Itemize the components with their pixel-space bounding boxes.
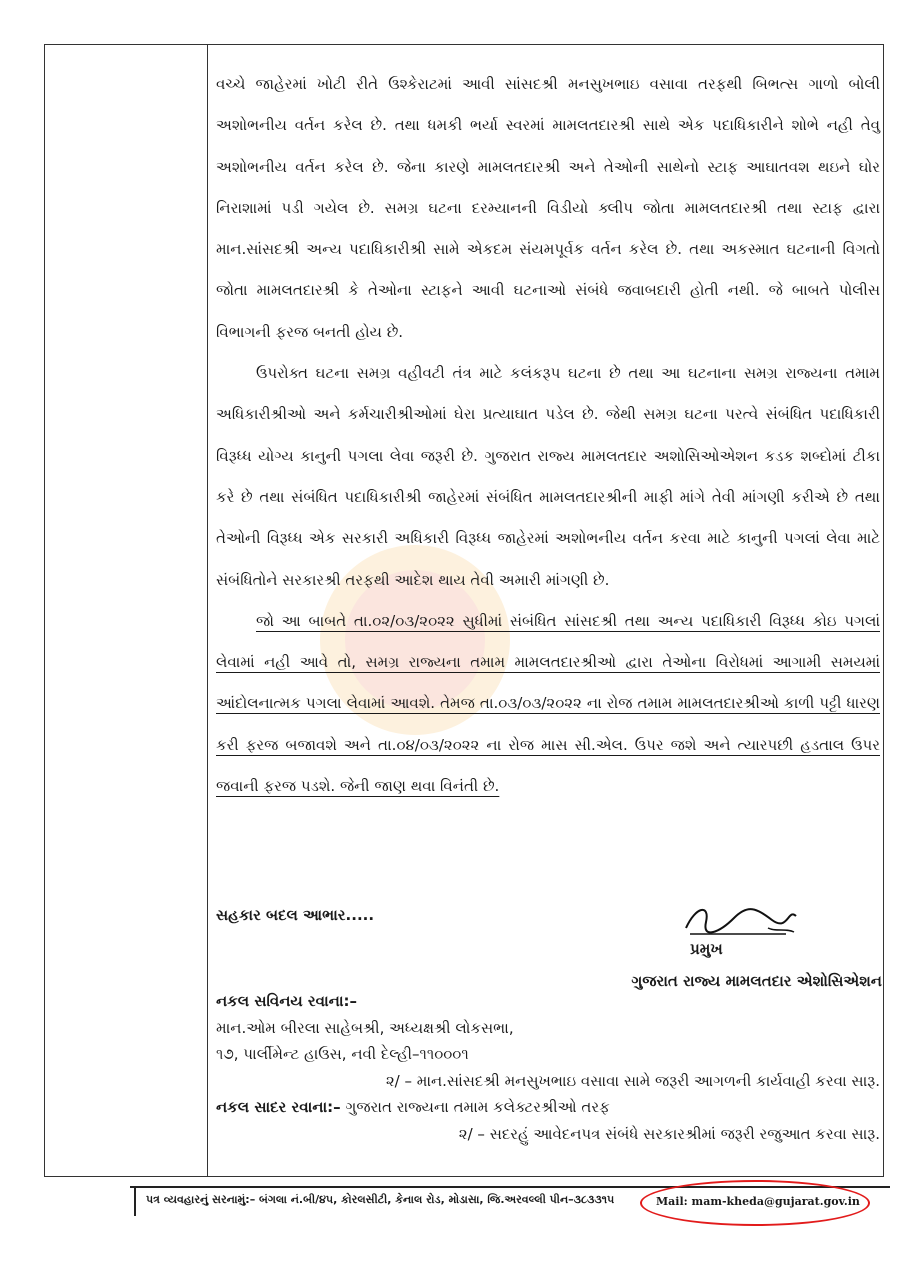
paragraph-3: જો આ બાબતે તા.૦૨/૦૩/૨૦૨૨ સુધીમાં સંબંધિત સાંસદશ્રી તથા અન્ય પદાધિકારી વિરૂધ્ધ કોઇ પગલાં લેવામાં નહી આવે તો, સમગ્ર રાજ્યના તમામ મામલતદારશ્રીઓ દ્વારા તેઓના વિરોધમાં આગામી સમયમાં આંદોલનાત્મક પગલા લેવામાં આવશે. તેમજ તા.૦૩/૦૩/૨૦૨૨ ના રોજ તમામ મામલતદારશ્રીઓ કાળી પટ્ટી ધારણ કરી ફરજ બજાવશે અને તા.૦૪/૦૩/૨૦૨૨ ના રોજ માસ સી.એલ. ઉપર જશે અને ત્યારપછી હડતાલ ઉપર જવાની ફરજ પડશે. જેની જાણ થવા વિનંતી છે. — [216, 611, 880, 796]
copy-address-line-1: માન.ઓમ બીરલા સાહેબશ્રી, અધ્યક્ષશ્રી લોકસભા, — [216, 1018, 514, 1037]
copies-section — [216, 988, 884, 1147]
copy-sent-label: નકલ સાદર રવાના:– — [216, 1098, 341, 1116]
copy-recipients: ગુજરાત રાજ્યના તમામ કલેક્ટરશ્રીઓ તરફ — [340, 1098, 610, 1116]
signature-icon — [676, 898, 806, 940]
margin-column-rule — [207, 44, 208, 1177]
signature-organization: ગુજરાત રાજ્ય મામલતદાર એશોસિએશન — [631, 972, 882, 990]
footer-address: પત્ર વ્યવહારનું સરનામું:– બંગલા નં.બી/૪૫, કોરલસીટી, કેનાલ રોડ, મોડાસા, જિ.અરવલ્લી પીન–૩૮૩૩૧૫ — [146, 1193, 615, 1206]
copy-to-label: નકલ સવિનય રવાના:– — [216, 992, 358, 1010]
footer-mail: Mail: mam-kheda@gujarat.gov.in — [656, 1195, 860, 1208]
paragraph-2: ઉપરોક્ત ઘટના સમગ્ર વહીવટી તંત્ર માટે કલંકરૂપ ઘટના છે તથા આ ઘટનાના સમગ્ર રાજ્યના તમામ અધિકારીશ્રીઓ અને કર્મચારીશ્રીઓમાં ઘેરા પ્રત્યાઘાત પડેલ છે. જેથી સમગ્ર ઘટના પરત્વે સંબંધિત પદાધિકારી વિરૂધ્ધ યોગ્ય કાનુની પગલા લેવા જરૂરી છે. ગુજરાત રાજ્ય મામલતદાર અશોસિઓએશન કડક શબ્દોમાં ટીકા કરે છે તથા સંબંધિત પદાધિકારીશ્રી જાહેરમાં સંબંધિત મામલતદારશ્રીની માફી માંગે તેવી માંગણી કરીએ છે તથા તેઓની વિરૂધ્ધ એક સરકારી અધિકારી વિરૂધ્ધ જાહેરમાં અશોભનીય વર્તન કરવા માટે કાનુની પગલાં લેવા માટે સંબંધિતોને સરકારશ્રી તરફથી આદેશ થાય તેવી અમારી માંગણી છે. — [216, 364, 880, 589]
signature-title: પ્રમુખ — [690, 940, 723, 958]
footer-tick — [134, 1188, 136, 1216]
letter-body — [216, 64, 880, 807]
copy-to-line-2 — [216, 1094, 884, 1121]
copy-note-2: ૨/ – સદરહું આવેદનપત્ર સંબંધે સરકારશ્રીમાં જરૂરી રજુઆત કરવા સારૂ. — [458, 1124, 880, 1143]
paragraph-1: વચ્ચે જાહેરમાં ખોટી રીતે ઉશ્કેરાટમાં આવી સાંસદશ્રી મનસુખભાઇ વસાવા તરફથી બિભત્સ ગાળો બોલી અશોભનીય વર્તન કરેલ છે. તથા ધમકી ભર્યા સ્વરમાં મામલતદારશ્રી સાથે એક પદાધિકારીને શોભે નહી તેવુ અશોભનીય વર્તન કરેલ છે. જેના કારણે મામલતદારશ્રી અને તેઓની સાથેનો સ્ટાફ આઘાતવશ થઇને ઘોર નિરાશામાં પડી ગયેલ છે. સમગ્ર ઘટના દરમ્યાનની વિડીયો ક્લીપ જોતા મામલતદારશ્રી તથા સ્ટાફ દ્વારા માન.સાંસદશ્રી અન્ય પદાધિકારીશ્રી સામે એકદમ સંયમપૂર્વક વર્તન કરેલ છે. તથા અકસ્માત ઘટનાની વિગતો જોતા મામલતદારશ્રી કે તેઓના સ્ટાફને આવી ઘટનાઓ સંબંધે જવાબદારી હોતી નથી. જે બાબતે પોલીસ વિભાગની ફરજ બનતી હોય છે. — [216, 75, 880, 341]
copy-address-line-2: ૧૭, પાર્લીમેન્ટ હાઉસ, નવી દેલ્હી–૧૧૦૦૦૧ — [216, 1045, 469, 1063]
closing-thanks: સહકાર બદલ આભાર..... — [216, 906, 375, 924]
copy-note-1: ૨/ – માન.સાંસદશ્રી મનસુખભાઇ વસાવા સામે જરૂરી આગળની કાર્યવાહી કરવા સારૂ. — [385, 1071, 880, 1090]
